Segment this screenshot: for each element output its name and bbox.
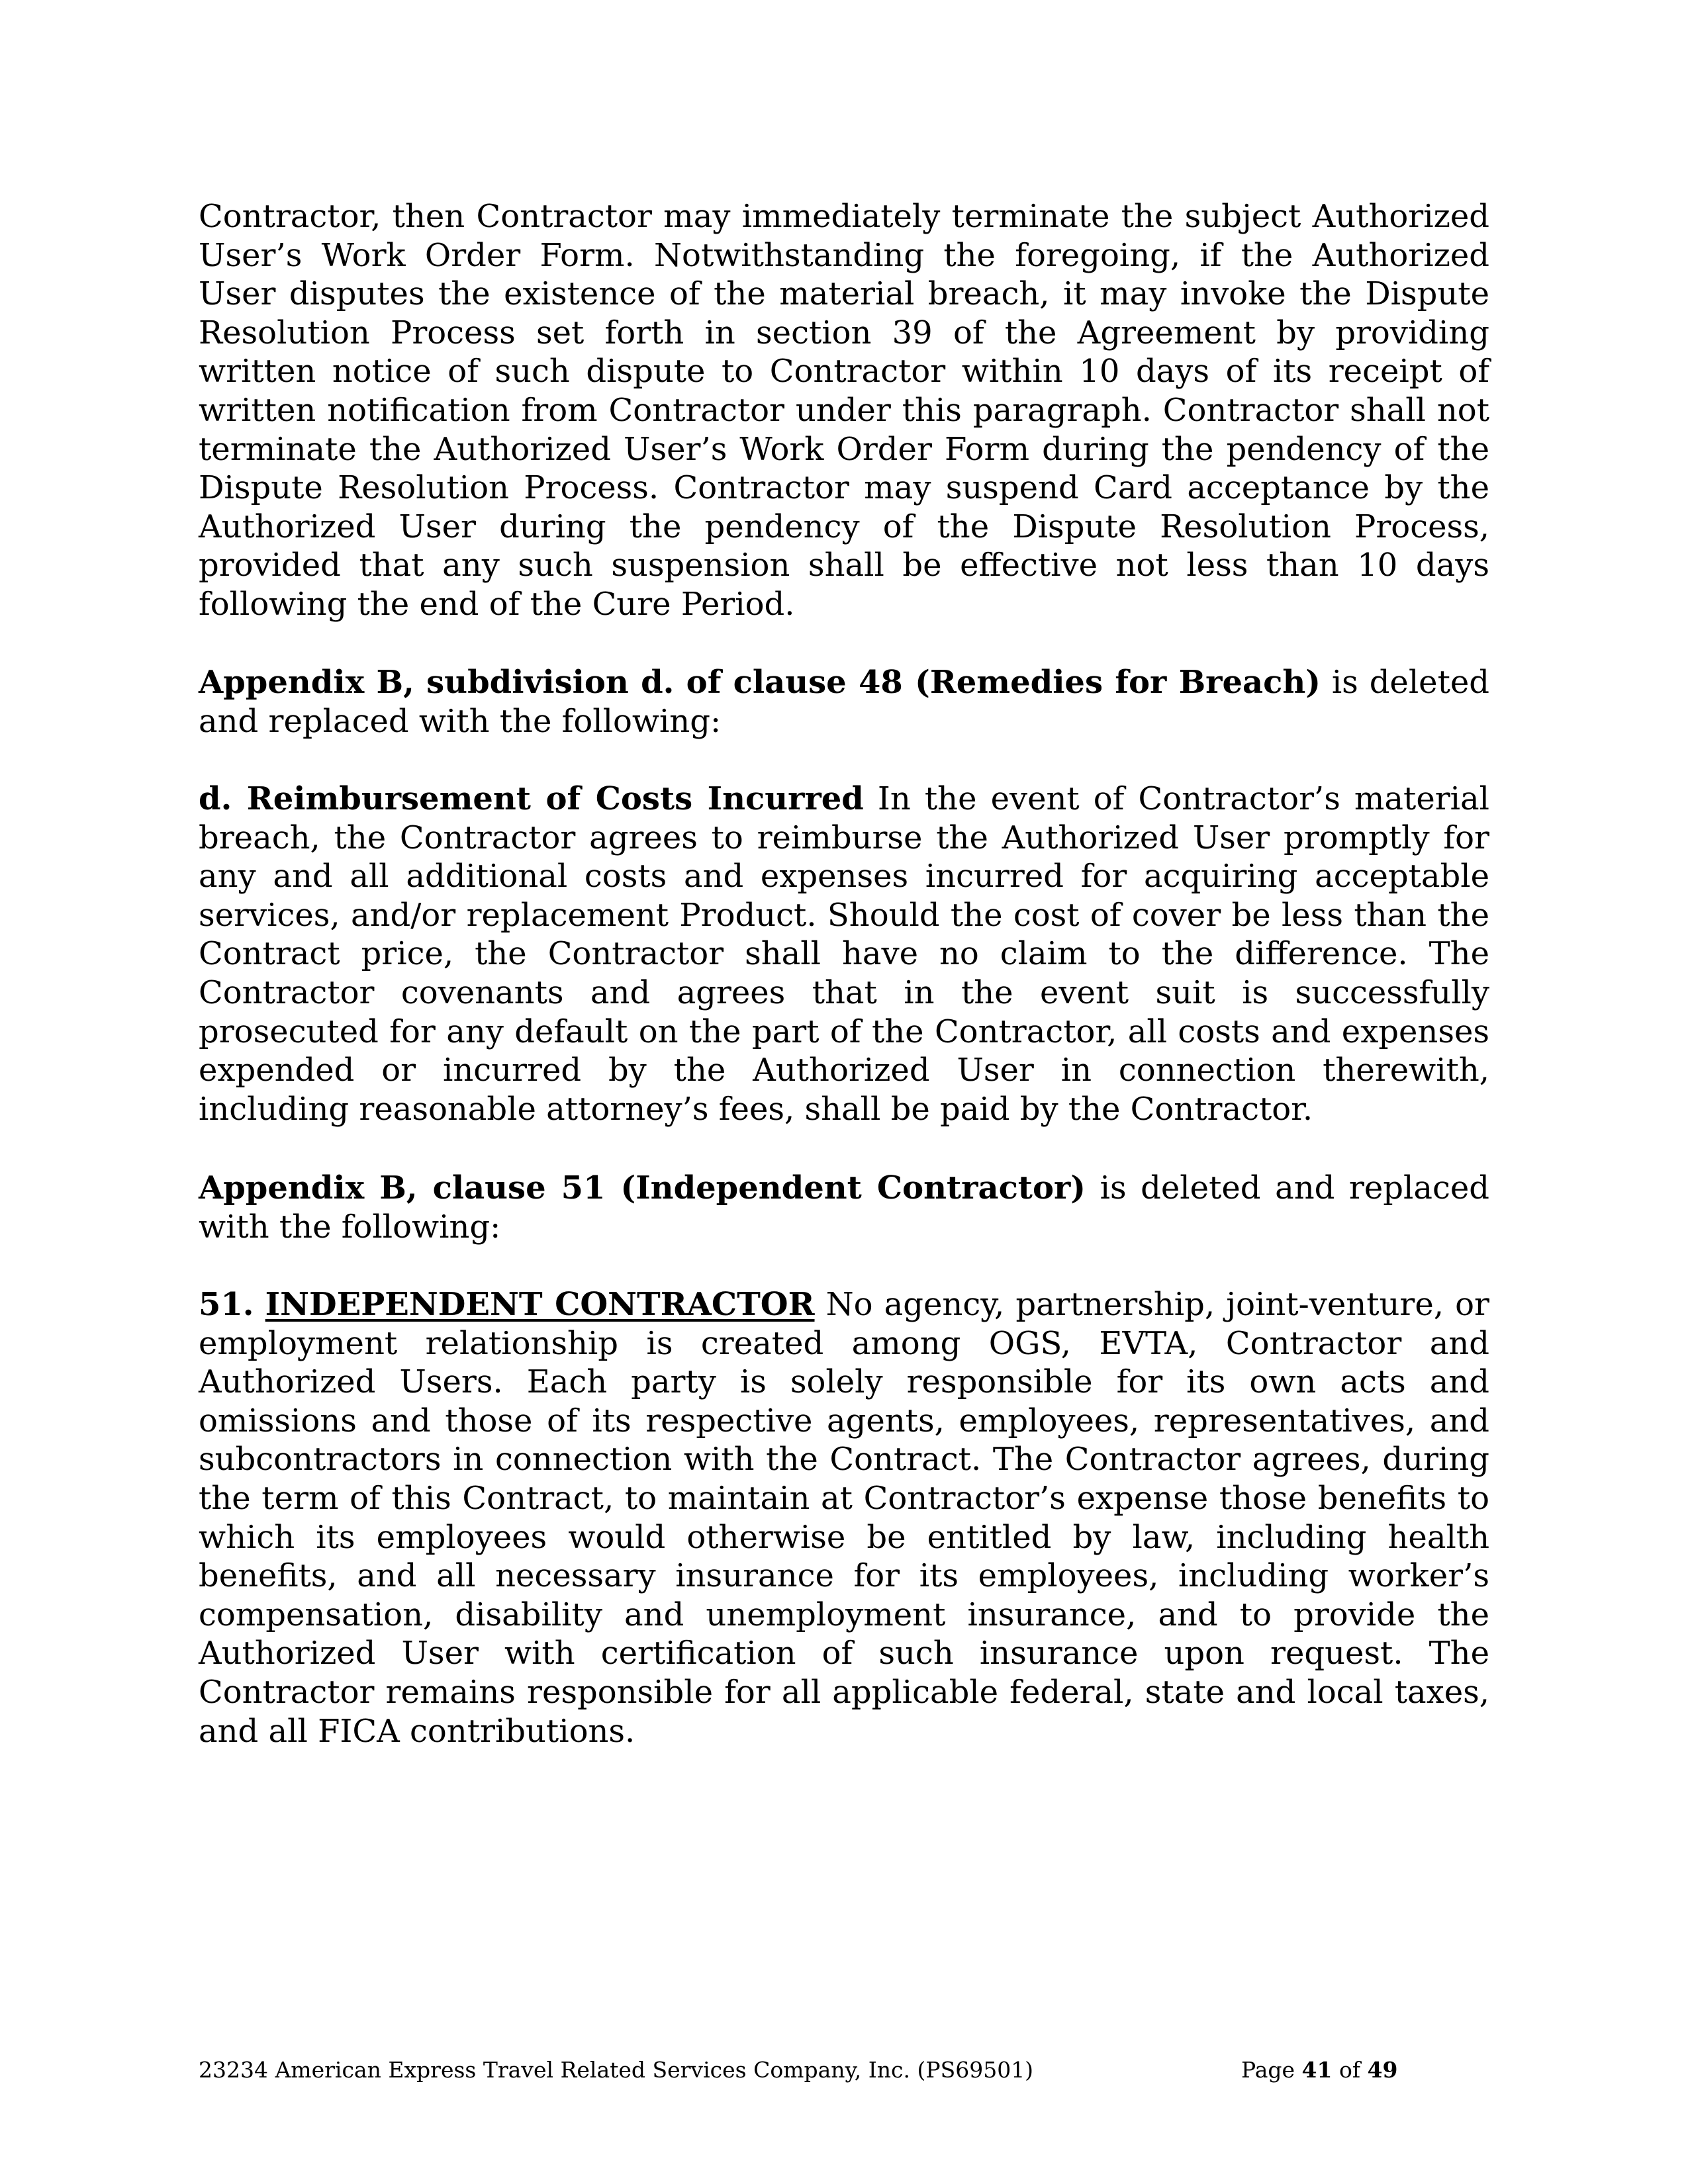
- footer-page-number: [1241, 2057, 1397, 2083]
- clause-51-title: INDEPENDENT CONTRACTOR: [265, 1286, 815, 1323]
- page-of: of: [1332, 2057, 1368, 2083]
- paragraph-continuation: Contractor, then Contractor may immediately terminate the subject Authorized User’s Work Order Form. Notwithstanding the foregoing, if the Authorized User disputes the existence of the material breach, it may invoke the Dispute Resolution Process set forth in section 39 of the Agreement by providing written notice of such dispute to Contractor within 10 days of its receipt of written notification from Contractor under this paragraph. Contractor shall not terminate the Authorized User’s Work Order Form during the pendency of the Dispute Resolution Process. Contractor may suspend Card acceptance by the Authorized User during the pendency of the Dispute Resolution Process, provided that any such suspension shall be effective not less than 10 days following the end of the Cure Period.: [199, 198, 1489, 623]
- clause-51-independent-contractor: [199, 1285, 1489, 1751]
- amendment-clause-48: [199, 663, 1489, 741]
- page-total: 49: [1367, 2057, 1398, 2083]
- clause-d-text: In the event of Contractor’s material breach, the Contractor agrees to reimburse the Authorized User promptly for any and all additional costs and expenses incurred for acquiring acceptable services, and/or replacement Product. Should the cost of cover be less than the Contract price, the Contractor shall have no claim to the difference. The Contractor covenants and agrees that in the event suit is successfully prosecuted for any default on the part of the Contractor, all costs and expenses expended or incurred by the Authorized User in connection therewith, including reasonable attorney’s fees, shall be paid by the Contractor.: [199, 780, 1490, 1128]
- amendment-51-heading: Appendix B, clause 51 (Independent Contractor): [199, 1169, 1086, 1206]
- clause-d-heading: d. Reimbursement of Costs Incurred: [199, 780, 864, 817]
- amendment-51-text: is deleted and replaced with the following:: [199, 1169, 1489, 1246]
- amendment-48-text: is deleted and replaced with the following:: [199, 664, 1490, 740]
- amendment-clause-51: [199, 1169, 1489, 1246]
- clause-d-reimbursement: [199, 780, 1489, 1128]
- clause-51-number: 51.: [199, 1286, 254, 1323]
- amendment-48-heading: Appendix B, subdivision d. of clause 48 (Remedies for Breach): [199, 664, 1321, 701]
- page-current: 41: [1301, 2057, 1333, 2083]
- clause-51-text: No agency, partnership, joint-venture, or employment relationship is created among OGS, EVTA, Contractor and Authorized Users. Each party is solely responsible for its own acts and omissions and those of its respective agents, employees, representatives, and subcontractors in connection with the Contract. The Contractor agrees, during the term of this Contract, to maintain at Contractor’s expense those benefits to which its employees would otherwise be entitled by law, including health benefits, and all necessary insurance for its employees, including worker’s compensation, disability and unemployment insurance, and to provide the Authorized User with certification of such insurance upon request. The Contractor remains responsible for all applicable federal, state and local taxes, and all FICA contributions.: [199, 1286, 1489, 1750]
- footer-contract-info: 23234 American Express Travel Related Services Company, Inc. (PS69501): [199, 2057, 1034, 2083]
- page-prefix: Page: [1241, 2057, 1302, 2083]
